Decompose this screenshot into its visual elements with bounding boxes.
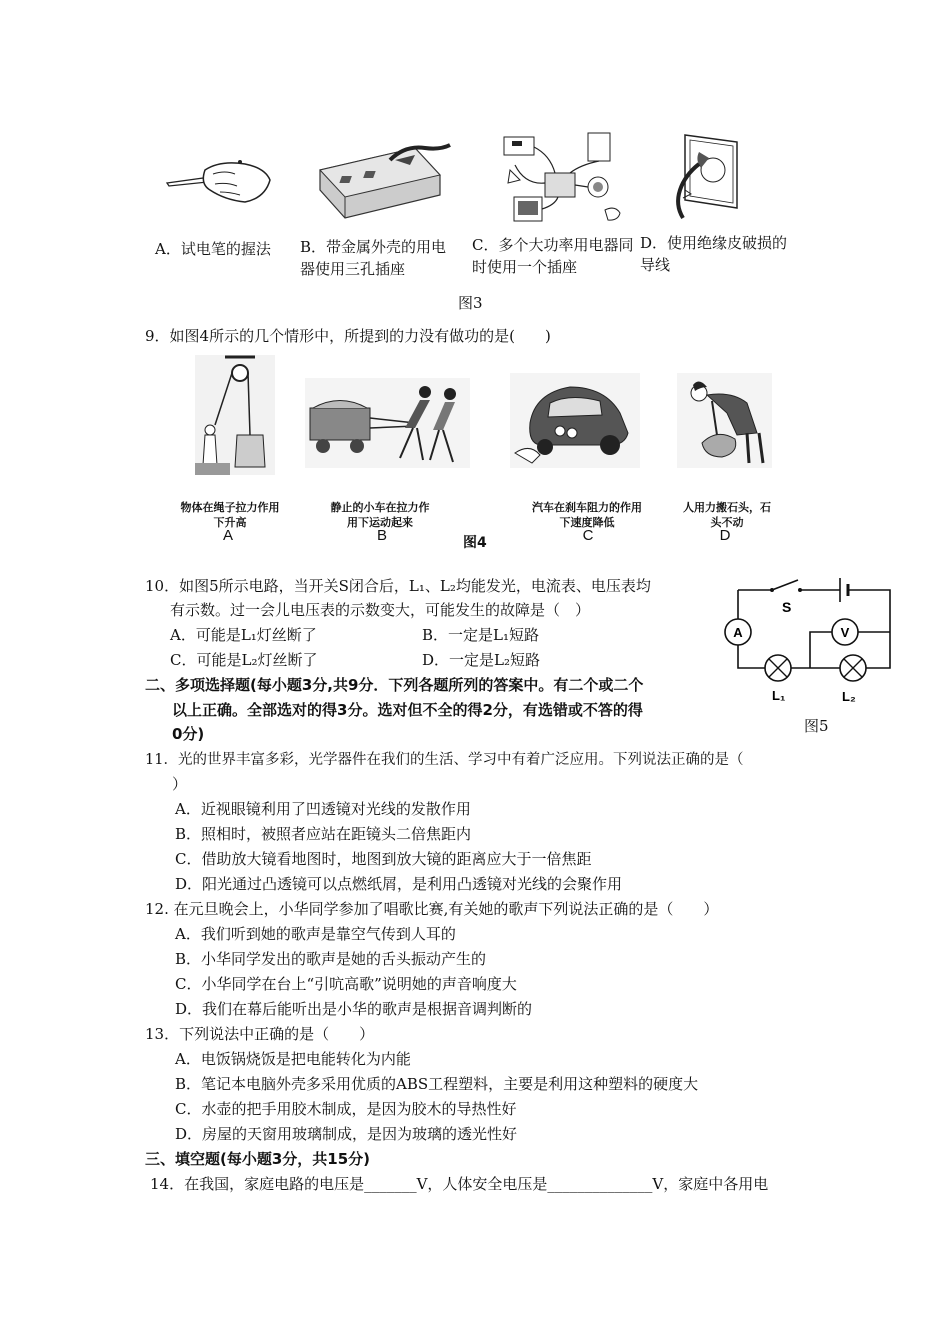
lamp-l2-symbol [840, 655, 866, 681]
q13-option-c: C．水壶的把手用胶木制成，是因为胶木的导热性好 [175, 1100, 517, 1118]
q13-option-b: B．笔记本电脑外壳多采用优质的ABS工程塑料，主要是利用这种塑料的硬度大 [175, 1075, 699, 1093]
q9-panel-b-letter: B [376, 527, 387, 544]
q13-option-a: A．电饭锅烧饭是把电能转化为内能 [175, 1050, 411, 1068]
section2-heading-line2: 以上正确。全部选对的得3分。选对但不全的得2分，有选错或不答的得 [172, 701, 643, 719]
lamp-l1-label: L₁ [772, 688, 786, 703]
braking-car-illustration [510, 373, 640, 468]
q9-text: 9．如图4所示的几个情形中，所提到的力没有做功的是( ) [145, 327, 551, 345]
fig3-option-c: C．多个大功率用电器同时使用一个插座 [472, 236, 634, 276]
q10-option-b: B．一定是L₁短路 [422, 626, 539, 644]
pulling-cart-illustration [305, 378, 470, 468]
q12-option-b: B．小华同学发出的歌声是她的舌头振动产生的 [175, 950, 487, 968]
section2-heading-line1: 二、多项选择题(每小题3分,共9分．下列各题所列的答案中。有二个或二个 [145, 676, 644, 694]
lamp-l1-symbol [765, 655, 791, 681]
q9-panel-a-letter: A [222, 527, 233, 544]
fig3-caption: 图3 [458, 294, 483, 312]
fig5-caption: 图5 [804, 717, 829, 735]
q12-option-c: C．小华同学在台上“引吭高歌”说明她的声音响度大 [175, 975, 517, 993]
switch-label: S [782, 599, 792, 615]
q11-line1: 11．光的世界丰富多彩，光学器件在我们的生活、学习中有着广泛应用。下列说法正确的是（ [145, 752, 744, 768]
q10-option-c: C．可能是L₂灯丝断了 [170, 651, 318, 669]
q11-line2: ） [172, 775, 188, 793]
voltmeter-label: V [840, 625, 850, 640]
q10-line1: 10．如图5所示电路，当开关S闭合后，L₁、L₂均能发光，电流表、电压表均 [145, 577, 651, 595]
q14-text: 14．在我国，家庭电路的电压是_______V，人体安全电压是______________V，家庭中各用电 [150, 1175, 769, 1193]
q10-option-d: D．一定是L₂短路 [422, 651, 541, 669]
fig3-option-d: D．使用绝缘皮破损的导线 [640, 234, 788, 274]
q13-text: 13．下列说法中正确的是（ ） [145, 1025, 375, 1043]
fig4-caption: 图4 [463, 535, 487, 551]
q11-option-a: A．近视眼镜利用了凹透镜对光线的发散作用 [175, 800, 471, 818]
q12-option-a: A．我们听到她的歌声是靠空气传到人耳的 [175, 925, 456, 943]
q9-panel-d-letter: D [719, 527, 731, 544]
q12-option-d: D．我们在幕后能听出是小华的歌声是根据音调判断的 [175, 1000, 533, 1018]
q11-option-c: C．借助放大镜看地图时，地图到放大镜的距离应大于一倍焦距 [175, 850, 592, 868]
fig3-option-b: B．带金属外壳的用电器使用三孔插座 [300, 238, 447, 278]
pulley-lifting-illustration [195, 355, 275, 475]
q12-text: 12. 在元旦晚会上，小华同学参加了唱歌比赛,有关她的歌声下列说法正确的是（ ） [145, 900, 719, 918]
broken-wire-socket-illustration [665, 130, 745, 220]
q10-option-a: A．可能是L₁灯丝断了 [170, 626, 317, 644]
lamp-l2-label: L₂ [842, 689, 856, 704]
q13-option-d: D．房屋的天窗用玻璃制成，是因为玻璃的透光性好 [175, 1125, 518, 1143]
circuit-diagram [720, 570, 900, 710]
q9-panel-d-desc: 人用力搬石头，石头不动 [683, 501, 771, 529]
overloaded-socket-illustration [500, 125, 630, 225]
section2-heading-line3: 0分) [172, 725, 205, 743]
power-strip-illustration [315, 140, 455, 220]
q9-panel-c-desc: 汽车在刹车阻力的作用下速度降低 [532, 501, 642, 529]
q10-line2: 有示数。过一会儿电压表的示数变大，可能发生的故障是（ ） [170, 601, 591, 619]
q9-panel-b-desc: 静止的小车在拉力作用下运动起来 [330, 501, 430, 529]
section3-heading: 三、填空题(每小题3分，共15分) [145, 1150, 371, 1168]
hand-test-pen-illustration [165, 150, 275, 210]
ammeter-label: A [733, 625, 743, 640]
q11-option-b: B．照相时，被照者应站在距镜头二倍焦距内 [175, 825, 472, 843]
lifting-stone-illustration [677, 373, 772, 468]
q9-panel-a-desc: 物体在绳子拉力作用下升高 [180, 501, 280, 529]
q11-option-d: D．阳光通过凸透镜可以点燃纸屑，是利用凸透镜对光线的会聚作用 [175, 875, 623, 893]
q9-panel-c-letter: C [582, 527, 594, 544]
fig3-option-a: A．试电笔的握法 [155, 240, 271, 258]
